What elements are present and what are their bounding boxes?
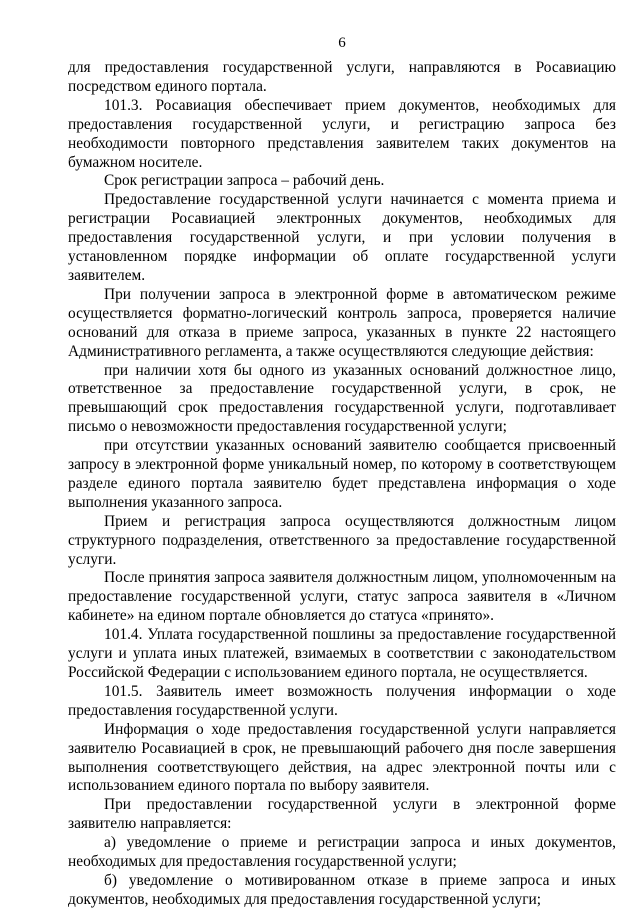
paragraph-101-3: 101.3. Росавиация обеспечивает прием документов, необходимых для предоставления государственной услуги, и регистрацию запроса без необходимости повторного представления заявителем таких документов на бумажном носителе. — [68, 96, 616, 171]
paragraph-continued: для предоставления государственной услуги, направляются в Росавиацию посредством единого портала. — [68, 59, 616, 95]
list-item-a: а) уведомление о приеме и регистрации запроса и иных документов, необходимых для предоставления государственной услуги; — [68, 834, 616, 871]
paragraph-format-control: При получении запроса в электронной форме в автоматическом режиме осуществляется форматно-логический контроль запроса, проверяется наличие оснований для отказа в приеме запроса, указанных в пункте 22 настоящего Административного регламента, а также осуществляются следующие действия: — [68, 285, 616, 360]
paragraph-101-4: 101.4. Уплата государственной пошлины за предоставление государственной услуги и уплата иных платежей, взимаемых в соответствии с законодательством Российской Федерации с использованием единого портала, не осуществляется. — [68, 626, 616, 681]
page-number: 6 — [338, 35, 346, 51]
paragraph-status-accepted: После принятия запроса заявителя должностным лицом, уполномоченным на предоставление государственной услуги, статус запроса заявителя в «Личном кабинете» на едином портале обновляется до статуса «принято». — [68, 569, 616, 625]
paragraph-progress-info: Информация о ходе предоставления государственной услуги направляется заявителю Росавиацией в срок, не превышающий рабочего дня после завершения выполнения соответствующего действия, на адрес электронной почты или с использованием единого портала по выбору заявителя. — [68, 720, 616, 795]
document-body — [68, 59, 616, 910]
list-item-b: б) уведомление о мотивированном отказе в приеме запроса и иных документов, необходимых для предоставления государственной услуги; — [68, 871, 616, 908]
document-page — [68, 0, 616, 908]
paragraph-101-5: 101.5. Заявитель имеет возможность получения информации о ходе предоставления государственной услуги. — [68, 682, 616, 719]
paragraph-notifications-intro: При предоставлении государственной услуги в электронной форме заявителю направляется: — [68, 796, 616, 833]
paragraph-unique-number: при отсутствии указанных оснований заявителю сообщается присвоенный запросу в электронной форме уникальный номер, по которому в соответствующем разделе единого портала заявителю будет представлена информация о ходе выполнения указанного запроса. — [68, 437, 616, 511]
paragraph-service-start: Предоставление государственной услуги начинается с момента приема и регистрации Росавиацией электронных документов, необходимых для предоставления государственной услуги, и при условии получения в установленном порядке информации об оплате государственной услуги заявителем. — [68, 191, 616, 284]
paragraph-registration-term: Срок регистрации запроса – рабочий день. — [104, 172, 385, 190]
paragraph-reception: Прием и регистрация запроса осуществляются должностным лицом структурного подразделения, ответственного за предоставление государственной услуги. — [68, 512, 616, 568]
paragraph-refusal-grounds: при наличии хотя бы одного из указанных оснований должностное лицо, ответственное за предоставление государственной услуги, в срок, не превышающий срок предоставления государственной услуги, подготавливает письмо о невозможности предоставления государственной услуги; — [68, 361, 616, 436]
